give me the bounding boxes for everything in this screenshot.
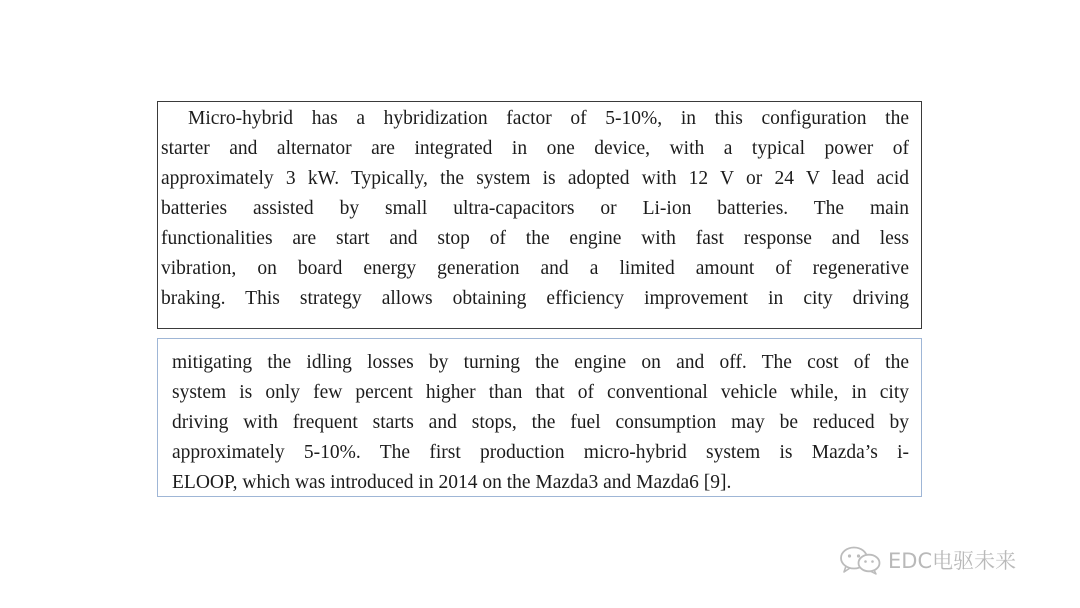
text-line: approximately 3 kW. Typically, the system is adopted with 12 V or 24 V lead acid (161, 168, 909, 189)
text-line: ELOOP, which was introduced in 2014 on the Mazda3 and Mazda6 [9]. (172, 472, 732, 493)
text-line: batteries assisted by small ultra-capacitors or Li-ion batteries. The main (161, 198, 909, 219)
text-line: approximately 5-10%. The first production micro-hybrid system is Mazda’s i- (172, 442, 909, 463)
text-line: braking. This strategy allows obtaining efficiency improvement in city driving (161, 288, 909, 309)
text-line: driving with frequent starts and stops, the fuel consumption may be reduced by (172, 412, 909, 433)
text-line: system is only few percent higher than that of conventional vehicle while, in city (172, 382, 909, 403)
paragraph-1 (161, 104, 909, 314)
watermark-text: EDC电驱未来 (888, 549, 1017, 573)
text-line: Micro-hybrid has a hybridization factor of 5-10%, in this configuration the (188, 108, 909, 129)
text-line: starter and alternator are integrated in one device, with a typical power of (161, 138, 909, 159)
text-line: vibration, on board energy generation and a limited amount of regenerative (161, 258, 909, 279)
text-block-1 (157, 101, 922, 329)
text-block-2 (157, 338, 922, 497)
watermark (838, 543, 1016, 577)
text-line: functionalities are start and stop of the engine with fast response and less (161, 228, 909, 249)
paragraph-2 (172, 348, 909, 498)
text-line: mitigating the idling losses by turning the engine on and off. The cost of the (172, 352, 909, 373)
wechat-icon (838, 545, 882, 575)
